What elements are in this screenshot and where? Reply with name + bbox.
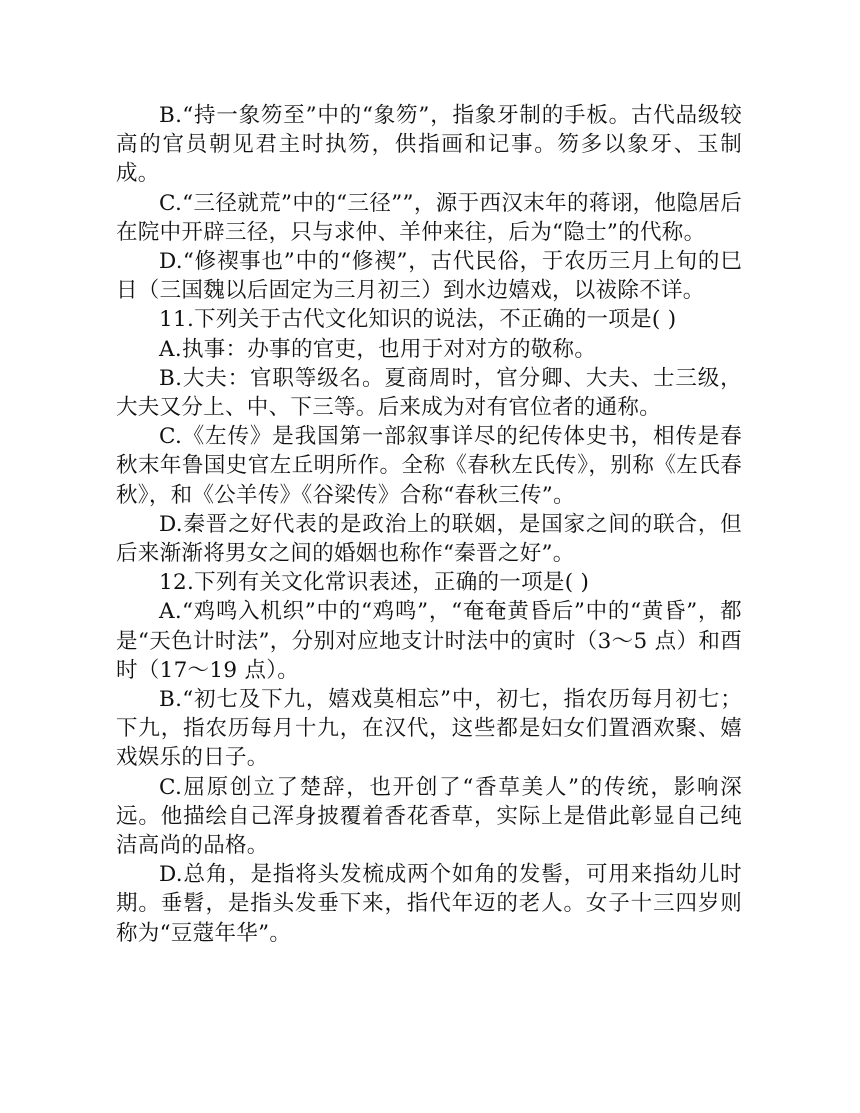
question-11-option-d: D.秦晋之好代表的是政治上的联姻，是国家之间的联合，但后来渐渐将男女之间的婚姻也称作“秦晋之好”。 <box>116 511 742 567</box>
question-11-option-b: B.大夫：官职等级名。夏商周时，官分卿、大夫、士三级，大夫又分上、中、下三等。后来成为对有官位者的通称。 <box>116 365 742 421</box>
paragraph-option-c-sanjing: C.“三径就荒”中的“三径””，源于西汉末年的蒋诩，他隐居后在院中开辟三径，只与求仲、羊仲来往，后为“隐士”的代称。 <box>116 190 742 245</box>
question-11-option-a: A.执事：办事的官吏，也用于对对方的敬称。 <box>159 336 597 362</box>
document-page <box>116 101 742 948</box>
paragraph-option-d-xiuxi: D.“修禊事也”中的“修禊”，古代民俗，于农历三月上旬的巳日（三国魏以后固定为三月初三）到水边嬉戏，以祓除不详。 <box>116 249 742 304</box>
paragraph-option-b-xianghu: B.“持一象笏至”中的“象笏”，指象牙制的手板。古代品级较高的官员朝见君主时执笏，供指画和记事。笏多以象牙、玉制成。 <box>116 103 742 187</box>
question-12-stem: 12.下列有关文化常识表述，正确的一项是( ) <box>159 570 590 596</box>
question-12-option-b: B.“初七及下九，嬉戏莫相忘”中，初七，指农历每月初七；下九，指农历每月十九，在汉代，这些都是妇女们置酒欢聚、嬉戏娱乐的日子。 <box>116 687 742 771</box>
question-11-option-c: C.《左传》是我国第一部叙事详尽的纪传体史书，相传是春秋末年鲁国史官左丘明所作。全称《春秋左氏传》，别称《左氏春秋》，和《公羊传》《谷梁传》合称“春秋三传”。 <box>116 424 742 508</box>
question-12-option-d: D.总角，是指将头发梳成两个如角的发髻，可用来指幼儿时期。垂髫，是指头发垂下来，指代年迈的老人。女子十三四岁则称为“豆蔻年华”。 <box>116 862 742 946</box>
question-12-option-c: C.屈原创立了楚辞，也开创了“香草美人”的传统，影响深远。他描绘自己浑身披覆着香花香草，实际上是借此彰显自己纯洁高尚的品格。 <box>116 774 742 859</box>
question-11-stem: 11.下列关于古代文化知识的说法，不正确的一项是( ) <box>159 307 677 333</box>
question-12-option-a: A.“鸡鸣入机织”中的“鸡鸣”，“奄奄黄昏后”中的“黄昏”，都是“天色计时法”，分别对应地支计时法中的寅时（3～5 点）和酉时（17～19 点）。 <box>116 599 742 683</box>
